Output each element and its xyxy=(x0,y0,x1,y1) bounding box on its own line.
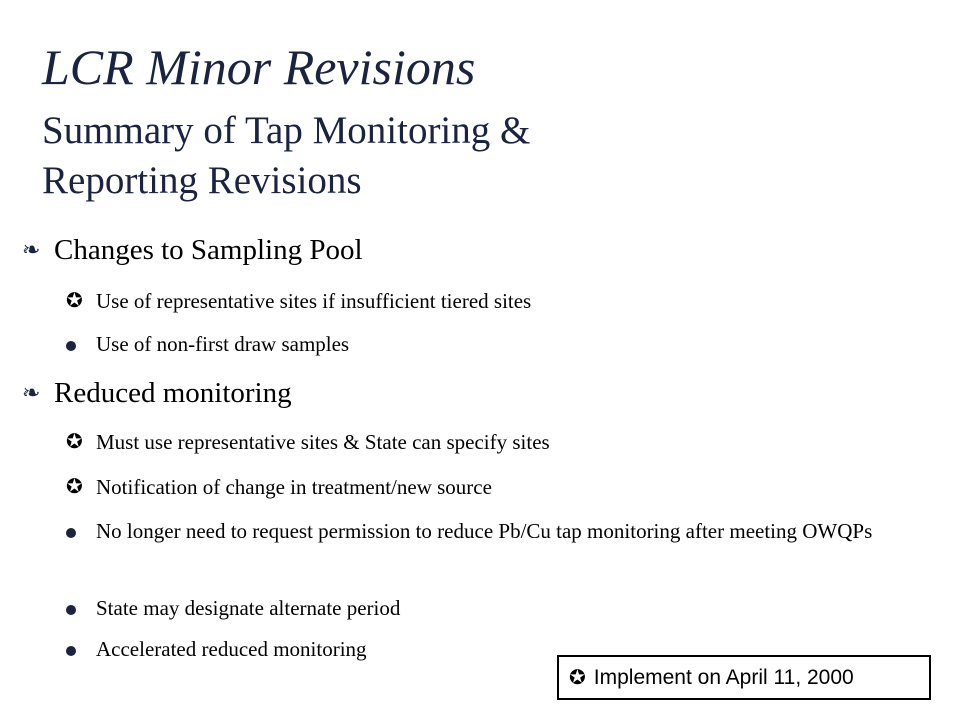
star-bullet-icon: ✪ xyxy=(66,476,83,498)
list-item xyxy=(66,427,550,457)
star-bullet-icon: ✪ xyxy=(66,290,83,312)
implement-date-callout xyxy=(557,655,931,700)
subtitle-line-2: Reporting Revisions xyxy=(42,159,362,202)
section-heading-text: Changes to Sampling Pool xyxy=(54,234,363,266)
dot-bullet-icon xyxy=(66,605,76,615)
section-heading-text: Reduced monitoring xyxy=(54,377,292,409)
list-item-text: Accelerated reduced monitoring xyxy=(96,637,367,661)
list-item-text: Must use representative sites & State can specify sites xyxy=(96,430,550,454)
list-item xyxy=(66,286,531,316)
list-item-text: Notification of change in treatment/new source xyxy=(96,475,492,499)
list-item xyxy=(66,516,926,546)
dot-bullet-icon xyxy=(66,646,76,656)
list-item xyxy=(66,634,367,664)
section-heading-sampling-pool xyxy=(22,233,363,267)
list-item-text: No longer need to request permission to reduce Pb/Cu tap monitoring after meeting OWQPs xyxy=(96,519,873,543)
fleuron-bullet-icon: ❧ xyxy=(22,237,41,262)
list-item xyxy=(66,472,492,502)
star-bullet-icon: ✪ xyxy=(66,431,83,453)
list-item-text: Use of representative sites if insufficient tiered sites xyxy=(96,289,532,313)
list-item-text: State may designate alternate period xyxy=(96,596,401,620)
slide-subtitle xyxy=(42,106,530,206)
star-icon: ✪ xyxy=(569,667,586,689)
list-item-text: Use of non-first draw samples xyxy=(96,332,350,356)
section-heading-reduced-monitoring xyxy=(22,376,292,410)
callout-text: Implement on April 11, 2000 xyxy=(593,665,854,689)
list-item xyxy=(66,593,400,623)
subtitle-line-1: Summary of Tap Monitoring & xyxy=(42,109,531,152)
slide-title: LCR Minor Revisions xyxy=(42,39,476,95)
dot-bullet-icon xyxy=(66,341,76,351)
fleuron-bullet-icon: ❧ xyxy=(22,380,41,405)
dot-bullet-icon xyxy=(66,528,76,538)
list-item xyxy=(66,329,349,359)
